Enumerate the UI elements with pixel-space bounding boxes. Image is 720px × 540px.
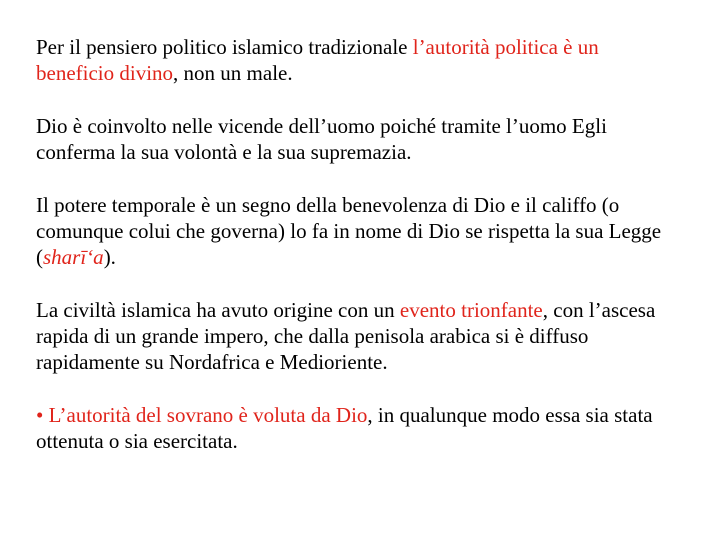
paragraph-3	[36, 192, 676, 270]
paragraph-5-highlight: • L’autorità del sovrano è voluta da Dio	[36, 403, 368, 427]
paragraph-2-text: Dio è coinvolto nelle vicende dell’uomo poiché tramite l’uomo Egli conferma la sua volontà e la sua supremazia.	[36, 114, 607, 164]
paragraph-1-highlight: l’autorità politica è un beneficio divino	[36, 35, 599, 85]
paragraph-1-text-end: , non un male.	[173, 61, 293, 85]
paragraph-3-text: Il potere temporale è un segno della benevolenza di Dio e il califfo (o comunque colui che governa) lo fa in nome di Dio se rispetta la sua Legge (	[36, 193, 662, 269]
paragraph-5	[36, 402, 676, 454]
paragraph-2	[36, 113, 676, 165]
slide-body	[36, 34, 676, 481]
paragraph-5-text-end: , in qualunque modo essa sia stata ottenuta o sia esercitata.	[36, 403, 653, 453]
paragraph-3-text-end: ).	[103, 245, 116, 269]
paragraph-4-text: La civiltà islamica ha avuto origine con un	[36, 298, 400, 322]
paragraph-3-highlight: sharī‘a	[43, 245, 104, 269]
paragraph-1-text: Per il pensiero politico islamico tradizionale	[36, 35, 413, 59]
paragraph-4	[36, 297, 676, 375]
paragraph-4-highlight: evento trionfante	[399, 298, 543, 322]
paragraph-4-text-end: , con l’ascesa rapida di un grande impero, che dalla penisola arabica si è diffuso rapidamente su Nordafrica e Medioriente.	[36, 298, 656, 374]
paragraph-1	[36, 34, 676, 86]
